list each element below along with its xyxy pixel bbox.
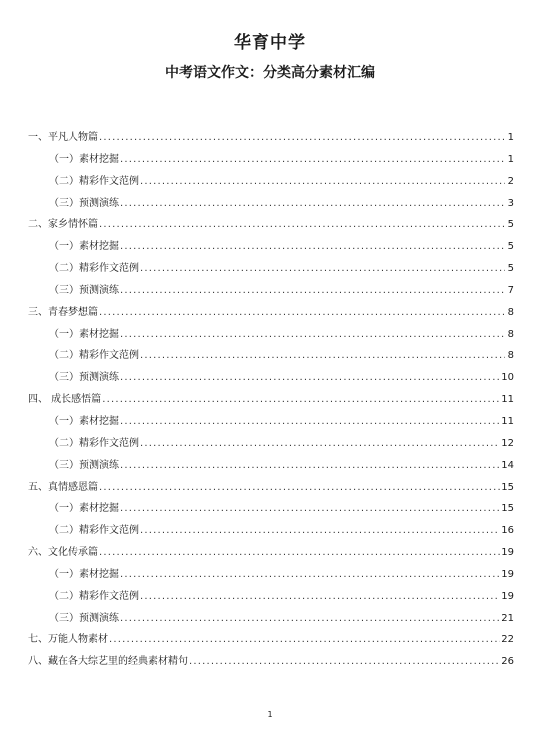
toc-subsection-entry[interactable] (28, 520, 514, 542)
toc-entry-label: 八、藏在各大综艺里的经典素材精句 (28, 656, 188, 668)
toc-subsection-entry[interactable] (28, 411, 514, 433)
toc-entry-label: （二）精彩作文范例 (49, 263, 139, 275)
toc-dot-leader (120, 564, 500, 586)
toc-entry-label: 五、真情感恩篇 (28, 481, 98, 493)
toc-subsection-entry[interactable] (28, 236, 514, 258)
toc-dot-leader (99, 214, 505, 236)
toc-dot-leader (140, 586, 500, 608)
toc-dot-leader (120, 280, 505, 302)
toc-entry-label: 七、万能人物素材 (28, 634, 108, 646)
page-number: 1 (267, 710, 273, 719)
toc-entry-label: （三）预测演练 (49, 284, 119, 296)
toc-entry-page: 12 (501, 437, 514, 449)
toc-entry-page: 8 (507, 328, 514, 340)
toc-subsection-entry[interactable] (28, 608, 514, 630)
toc-entry-label: 二、家乡情怀篇 (28, 219, 98, 231)
toc-section-entry[interactable] (28, 389, 514, 411)
toc-subsection-entry[interactable] (28, 193, 514, 215)
toc-dot-leader (120, 149, 505, 171)
school-name: 华育中学 (234, 33, 306, 53)
toc-entry-label: （一）素材挖掘 (49, 328, 119, 340)
toc-entry-page: 22 (501, 634, 514, 646)
toc-entry-label: （三）预测演练 (49, 197, 119, 209)
toc-section-entry[interactable] (28, 127, 514, 149)
toc-dot-leader (102, 389, 500, 411)
toc-section-entry[interactable] (28, 542, 514, 564)
toc-dot-leader (120, 411, 500, 433)
toc-entry-label: 六、文化传承篇 (28, 547, 98, 559)
toc-entry-page: 1 (507, 153, 514, 165)
toc-entry-page: 19 (501, 547, 514, 559)
toc-entry-label: （二）精彩作文范例 (49, 525, 139, 537)
toc-entry-page: 14 (501, 459, 514, 471)
toc-section-entry[interactable] (28, 629, 514, 651)
toc-entry-label: （一）素材挖掘 (49, 241, 119, 253)
toc-dot-leader (120, 608, 500, 630)
toc-dot-leader (140, 520, 500, 542)
toc-dot-leader (140, 345, 505, 367)
toc-subsection-entry[interactable] (28, 324, 514, 346)
toc-dot-leader (189, 651, 500, 673)
toc-entry-page: 3 (507, 197, 514, 209)
toc-entry-label: （二）精彩作文范例 (49, 590, 139, 602)
toc-subsection-entry[interactable] (28, 149, 514, 171)
toc-dot-leader (99, 477, 500, 499)
toc-dot-leader (140, 258, 505, 280)
toc-dot-leader (120, 236, 505, 258)
toc-entry-label: （三）预测演练 (49, 612, 119, 624)
toc-subsection-entry[interactable] (28, 171, 514, 193)
toc-subsection-entry[interactable] (28, 280, 514, 302)
toc-entry-page: 5 (507, 219, 514, 231)
toc-entry-page: 16 (501, 525, 514, 537)
toc-subsection-entry[interactable] (28, 455, 514, 477)
toc-entry-label: （二）精彩作文范例 (49, 350, 139, 362)
toc-dot-leader (99, 127, 505, 149)
toc-subsection-entry[interactable] (28, 345, 514, 367)
toc-dot-leader (120, 498, 500, 520)
toc-entry-page: 11 (501, 415, 514, 427)
toc-entry-page: 15 (501, 503, 514, 515)
toc-dot-leader (99, 542, 500, 564)
toc-dot-leader (140, 433, 500, 455)
table-of-contents (28, 127, 514, 673)
toc-entry-label: （三）预测演练 (49, 372, 119, 384)
toc-entry-page: 15 (501, 481, 514, 493)
toc-section-entry[interactable] (28, 651, 514, 673)
toc-entry-page: 19 (501, 590, 514, 602)
toc-entry-label: 一、平凡人物篇 (28, 132, 98, 143)
toc-dot-leader (109, 629, 500, 651)
toc-subsection-entry[interactable] (28, 367, 514, 389)
toc-entry-page: 8 (507, 350, 514, 362)
toc-entry-page: 19 (501, 568, 514, 580)
toc-subsection-entry[interactable] (28, 564, 514, 586)
document-title: 中考语文作文：分类高分素材汇编 (165, 65, 375, 81)
toc-subsection-entry[interactable] (28, 498, 514, 520)
toc-section-entry[interactable] (28, 302, 514, 324)
toc-entry-label: 四、 成长感悟篇 (28, 394, 102, 406)
toc-entry-page: 5 (507, 241, 514, 253)
toc-entry-label: （三）预测演练 (49, 459, 119, 471)
toc-entry-page: 26 (501, 656, 514, 668)
toc-entry-label: （一）素材挖掘 (49, 503, 119, 515)
toc-entry-page: 5 (507, 263, 514, 275)
toc-entry-page: 11 (501, 394, 514, 406)
toc-entry-label: 三、青春梦想篇 (28, 306, 98, 318)
toc-dot-leader (99, 302, 505, 324)
toc-entry-page: 2 (507, 175, 514, 187)
toc-entry-page: 10 (501, 372, 514, 384)
toc-entry-page: 8 (507, 306, 514, 318)
toc-dot-leader (120, 324, 505, 346)
toc-entry-label: （一）素材挖掘 (49, 415, 119, 427)
toc-section-entry[interactable] (28, 477, 514, 499)
toc-entry-page: 1 (507, 132, 514, 143)
toc-entry-label: （一）素材挖掘 (49, 153, 119, 165)
toc-entry-label: （一）素材挖掘 (49, 568, 119, 580)
toc-subsection-entry[interactable] (28, 258, 514, 280)
toc-dot-leader (140, 171, 505, 193)
toc-dot-leader (120, 367, 500, 389)
toc-entry-page: 21 (501, 612, 514, 624)
toc-dot-leader (120, 193, 505, 215)
toc-subsection-entry[interactable] (28, 433, 514, 455)
toc-entry-label: （二）精彩作文范例 (49, 175, 139, 187)
toc-section-entry[interactable] (28, 214, 514, 236)
toc-entry-label: （二）精彩作文范例 (49, 437, 139, 449)
toc-entry-page: 7 (507, 284, 514, 296)
toc-subsection-entry[interactable] (28, 586, 514, 608)
toc-dot-leader (120, 455, 500, 477)
